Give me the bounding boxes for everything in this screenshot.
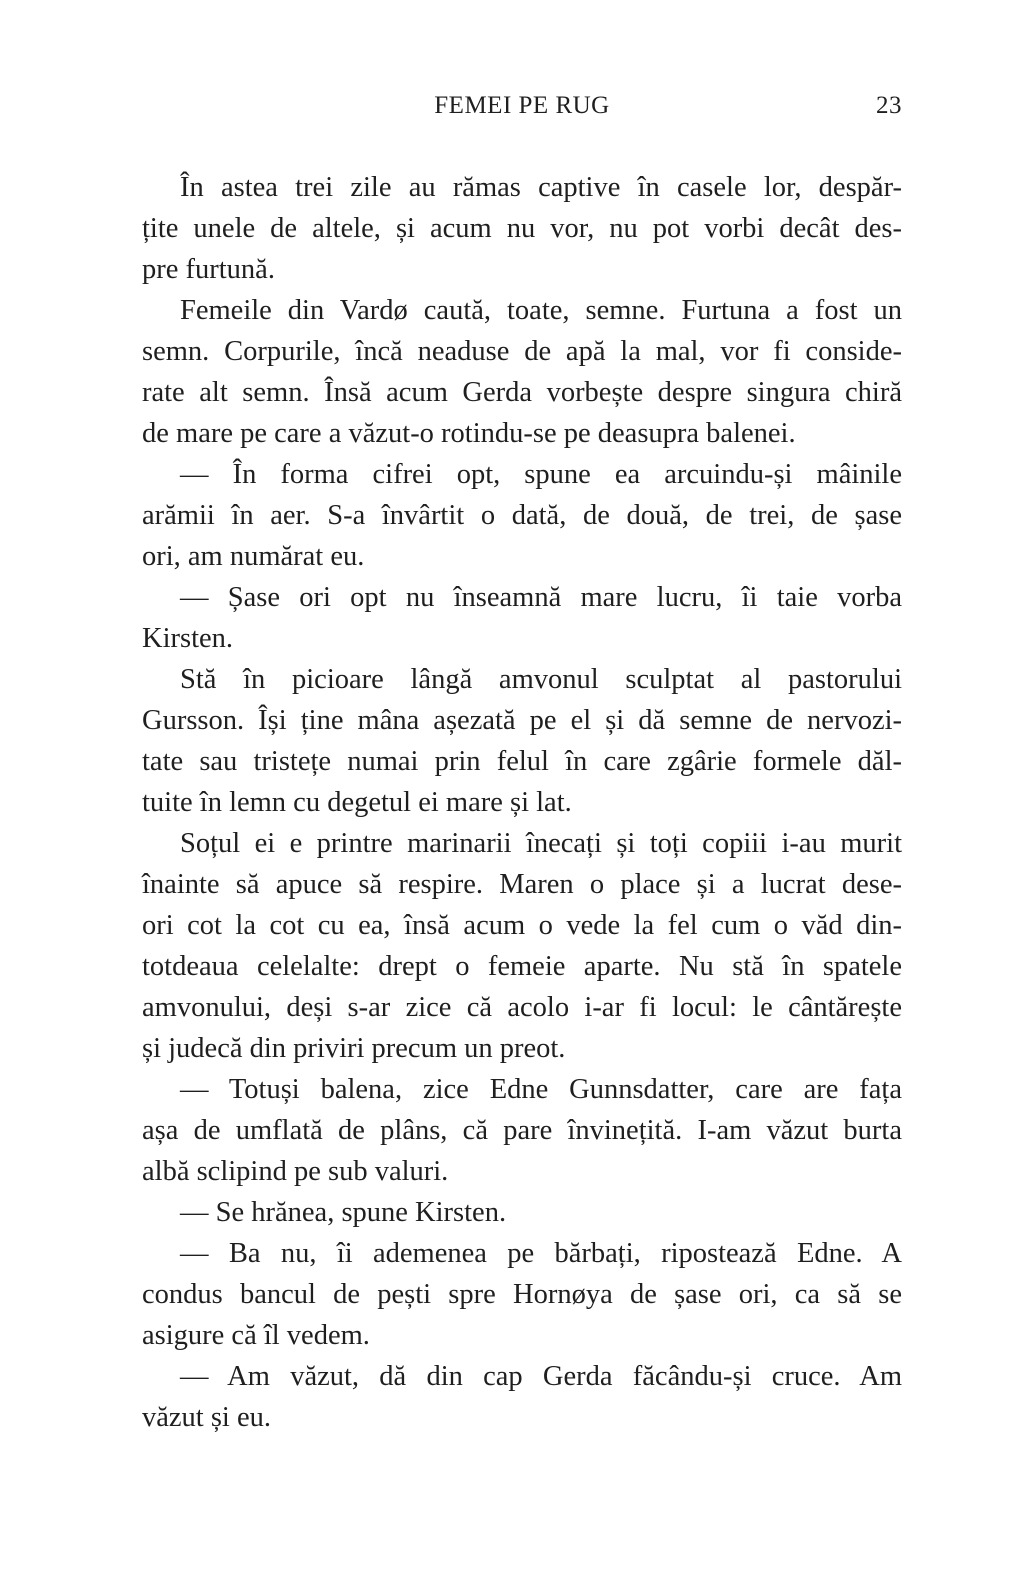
text-line: — Totuși balena, zice Edne Gunnsdatter, care are fața xyxy=(180,1074,902,1105)
text-line: totdeaua celelalte: drept o femeie aparte. Nu stă în spatele xyxy=(142,951,902,982)
text-line: — În forma cifrei opt, spune ea arcuindu-și mâinile xyxy=(180,459,902,490)
text-line: asigure că îl vedem. xyxy=(142,1320,370,1351)
page-number: 23 xyxy=(876,92,902,119)
text-line: Femeile din Vardø caută, toate, semne. Furtuna a fost un xyxy=(180,295,902,326)
text-line: — Se hrănea, spune Kirsten. xyxy=(180,1197,507,1228)
text-line: ori cot la cot cu ea, însă acum o vede la fel cum o văd din- xyxy=(142,910,902,941)
running-title: FEMEI PE RUG xyxy=(434,92,610,119)
text-line: rate alt semn. Însă acum Gerda vorbește despre singura chiră xyxy=(142,377,902,408)
text-line: așa de umflată de plâns, că pare învinețită. I-am văzut burta xyxy=(142,1115,902,1146)
text-line: În astea trei zile au rămas captive în casele lor, despăr- xyxy=(180,172,902,203)
text-line: semn. Corpurile, încă neaduse de apă la mal, vor fi conside- xyxy=(142,336,902,367)
text-line: condus bancul de pești spre Hornøya de șase ori, ca să se xyxy=(142,1279,902,1310)
text-line: — Am văzut, dă din cap Gerda făcându-și cruce. Am xyxy=(180,1361,902,1392)
text-line: și judecă din priviri precum un preot. xyxy=(142,1033,566,1064)
text-line: — Șase ori opt nu înseamnă mare lucru, îi taie vorba xyxy=(180,582,902,613)
text-line: Gursson. Își ține mâna așezată pe el și dă semne de nervozi- xyxy=(142,705,902,736)
body-text xyxy=(142,167,902,1438)
text-line: pre furtună. xyxy=(142,254,275,285)
text-line: țite unele de altele, și acum nu vor, nu pot vorbi decât des- xyxy=(142,213,902,244)
text-line: Stă în picioare lângă amvonul sculptat al pastorului xyxy=(180,664,902,695)
text-line: înainte să apuce să respire. Maren o place și a lucrat dese- xyxy=(142,869,902,900)
text-line: — Ba nu, îi ademenea pe bărbați, ripostează Edne. A xyxy=(180,1238,902,1269)
text-line: tuite în lemn cu degetul ei mare și lat. xyxy=(142,787,572,818)
text-line: amvonului, deși s-ar zice că acolo i-ar fi locul: le cântărește xyxy=(142,992,902,1023)
running-header xyxy=(142,92,902,128)
text-line: Soțul ei e printre marinarii înecați și toți copiii i-au murit xyxy=(180,828,902,859)
text-line: văzut și eu. xyxy=(142,1402,272,1433)
text-line: arămii în aer. S-a învârtit o dată, de două, de trei, de șase xyxy=(142,500,902,531)
text-line: tate sau tristețe numai prin felul în care zgârie formele dăl- xyxy=(142,746,902,777)
text-line: Kirsten. xyxy=(142,623,234,654)
text-line: ori, am numărat eu. xyxy=(142,541,365,572)
text-line: albă sclipind pe sub valuri. xyxy=(142,1156,449,1187)
text-line: de mare pe care a văzut-o rotindu-se pe deasupra balenei. xyxy=(142,418,796,449)
